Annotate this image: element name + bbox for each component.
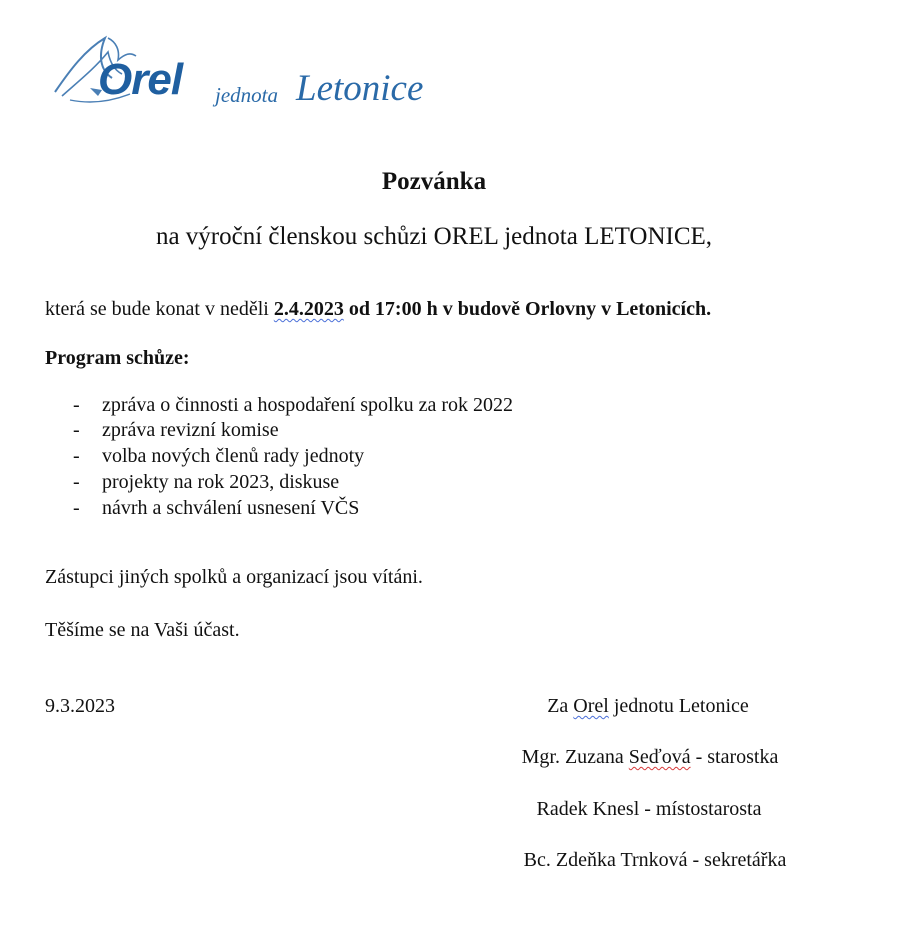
agenda-item-text: zpráva o činnosti a hospodaření spolku za rok 2022 bbox=[102, 394, 514, 416]
document-subtitle: na výroční členskou schůzi OREL jednota LETONICE, bbox=[155, 223, 713, 250]
event-details: od 17:00 h v budově Orlovny v Letonicích. bbox=[343, 298, 712, 320]
bullet-dash: - bbox=[73, 419, 80, 441]
event-date: 2.4.2023 bbox=[273, 298, 344, 320]
agenda-item bbox=[73, 419, 279, 442]
agenda-item-text: volba nových členů rady jednoty bbox=[102, 445, 365, 467]
guests-welcome-note: Zástupci jiných spolků a organizací jsou vítáni. bbox=[45, 566, 423, 588]
agenda-item bbox=[73, 394, 513, 417]
closing-note: Těšíme se na Vaši účast. bbox=[45, 619, 240, 641]
issue-date: 9.3.2023 bbox=[45, 695, 115, 717]
bullet-dash: - bbox=[73, 394, 80, 416]
agenda-item-text: zpráva revizní komise bbox=[102, 419, 279, 441]
agenda-item bbox=[73, 445, 364, 468]
logo-brand-text: Orel bbox=[98, 55, 183, 104]
agenda-item bbox=[73, 471, 339, 494]
bullet-dash: - bbox=[73, 445, 80, 467]
on-behalf-name: Orel bbox=[573, 695, 609, 717]
announcement-prefix: která se bude konat v neděli bbox=[45, 298, 274, 320]
signatory-prefix: Mgr. Zuzana bbox=[521, 746, 629, 768]
agenda-item-text: projekty na rok 2023, diskuse bbox=[102, 471, 340, 493]
document-title: Pozvánka bbox=[381, 168, 487, 195]
program-heading: Program schůze: bbox=[45, 347, 190, 369]
signatory-surname: Seďová bbox=[628, 746, 691, 768]
on-behalf-prefix: Za bbox=[547, 695, 574, 717]
bullet-dash: - bbox=[73, 471, 80, 493]
signatory-vice-chair: Radek Knesl - místostarosta bbox=[536, 798, 762, 820]
logo-town-text: Letonice bbox=[296, 68, 424, 109]
on-behalf-line bbox=[453, 695, 843, 718]
logo-unit-text: jednota bbox=[215, 83, 278, 107]
bullet-dash: - bbox=[73, 497, 80, 519]
agenda-item bbox=[73, 497, 359, 520]
signatory-chair bbox=[455, 746, 845, 769]
on-behalf-suffix: jednotu Letonice bbox=[608, 695, 749, 717]
signatory-secretary: Bc. Zdeňka Trnková - sekretářka bbox=[523, 849, 787, 871]
signatory-role: - starostka bbox=[690, 746, 779, 768]
event-announcement bbox=[45, 298, 711, 321]
agenda-item-text: návrh a schválení usnesení VČS bbox=[102, 497, 360, 519]
organization-logo bbox=[50, 30, 440, 115]
